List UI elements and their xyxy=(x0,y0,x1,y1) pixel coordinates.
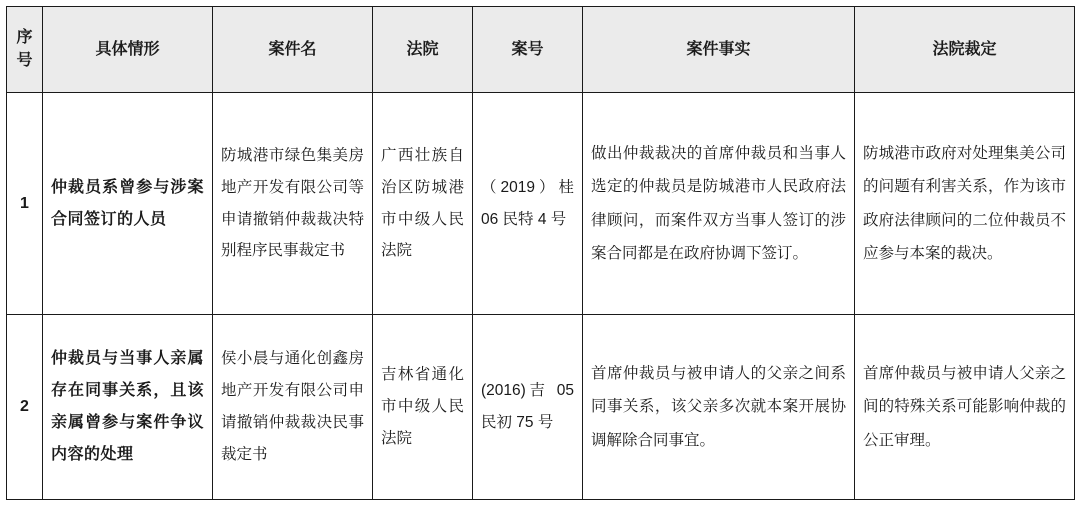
header-situation: 具体情形 xyxy=(43,7,213,93)
table-row xyxy=(7,93,1075,315)
row-index: 2 xyxy=(7,315,43,500)
row-case-name: 侯小晨与通化创鑫房地产开发有限公司申请撤销仲裁裁决民事裁定书 xyxy=(213,315,373,500)
row-index: 1 xyxy=(7,93,43,315)
row-case-no: （2019）桂 06 民特 4 号 xyxy=(473,93,583,315)
row-facts: 做出仲裁裁决的首席仲裁员和当事人选定的仲裁员是防城港市人民政府法律顾问，而案件双方当事人签订的涉案合同都是在政府协调下签订。 xyxy=(583,93,855,315)
row-court: 广西壮族自治区防城港市中级人民法院 xyxy=(373,93,473,315)
table-row xyxy=(7,315,1075,500)
row-facts: 首席仲裁员与被申请人的父亲之间系同事关系，该父亲多次就本案开展协调解除合同事宜。 xyxy=(583,315,855,500)
row-ruling: 首席仲裁员与被申请人父亲之间的特殊关系可能影响仲裁的公正审理。 xyxy=(855,315,1075,500)
header-court: 法院 xyxy=(373,7,473,93)
header-index xyxy=(7,7,43,93)
row-ruling: 防城港市政府对处理集美公司的问题有利害关系，作为该市政府法律顾问的二位仲裁员不应参与本案的裁决。 xyxy=(855,93,1075,315)
header-case-no: 案号 xyxy=(473,7,583,93)
header-ruling: 法院裁定 xyxy=(855,7,1075,93)
row-case-name: 防城港市绿色集美房地产开发有限公司等申请撤销仲裁裁决特别程序民事裁定书 xyxy=(213,93,373,315)
row-situation: 仲裁员与当事人亲属存在同事关系，且该亲属曾参与案件争议内容的处理 xyxy=(43,315,213,500)
row-court: 吉林省通化市中级人民法院 xyxy=(373,315,473,500)
table-header xyxy=(7,7,1075,93)
header-row xyxy=(7,7,1075,93)
row-situation: 仲裁员系曾参与涉案合同签订的人员 xyxy=(43,93,213,315)
header-index-line2: 号 xyxy=(16,51,33,69)
table-body xyxy=(7,93,1075,500)
arbitrator-conflict-cases-table xyxy=(6,6,1075,500)
row-case-no: (2016)吉 05 民初 75 号 xyxy=(473,315,583,500)
header-facts: 案件事实 xyxy=(583,7,855,93)
header-index-line1: 序 xyxy=(16,29,33,47)
header-case-name: 案件名 xyxy=(213,7,373,93)
